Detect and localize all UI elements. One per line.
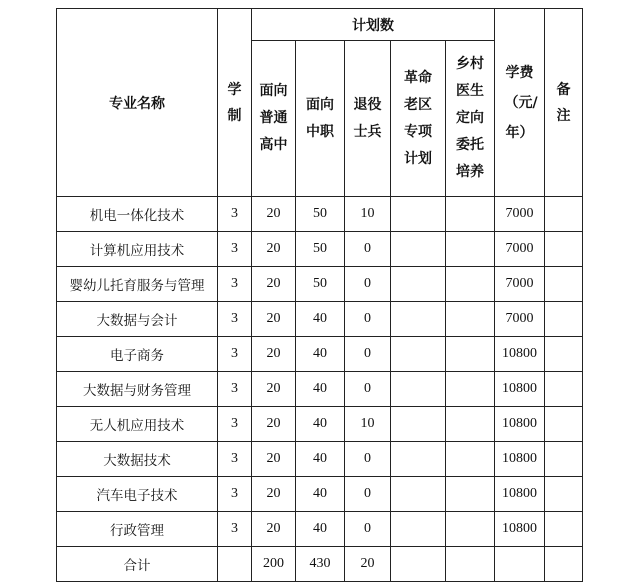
cell-major-name: 大数据与会计 (57, 302, 218, 337)
cell-major-name: 无人机应用技术 (57, 407, 218, 442)
cell-revolutionary (391, 442, 446, 477)
cell-general-high: 20 (252, 337, 296, 372)
cell-revolutionary (391, 197, 446, 232)
table-row (57, 512, 583, 547)
table-row (57, 407, 583, 442)
cell-major-name: 电子商务 (57, 337, 218, 372)
cell-veterans: 0 (345, 512, 391, 547)
cell-revolutionary (391, 477, 446, 512)
cell-general-high: 20 (252, 267, 296, 302)
cell-general-high-total: 200 (252, 547, 296, 582)
table-row (57, 337, 583, 372)
cell-tuition: 10800 (495, 372, 545, 407)
cell-total-label: 合计 (57, 547, 218, 582)
table-row (57, 232, 583, 267)
cell-revolutionary (391, 267, 446, 302)
cell-tuition: 10800 (495, 407, 545, 442)
table-row (57, 442, 583, 477)
cell-major-name: 行政管理 (57, 512, 218, 547)
enrollment-plan-table-container (56, 8, 583, 582)
cell-tuition: 10800 (495, 442, 545, 477)
cell-revolutionary (391, 512, 446, 547)
cell-vocational: 40 (296, 372, 345, 407)
cell-remark (545, 302, 583, 337)
cell-vocational: 50 (296, 267, 345, 302)
cell-general-high: 20 (252, 197, 296, 232)
cell-major-name: 汽车电子技术 (57, 477, 218, 512)
cell-veterans: 0 (345, 337, 391, 372)
cell-general-high: 20 (252, 477, 296, 512)
cell-remark (545, 512, 583, 547)
cell-general-high: 20 (252, 372, 296, 407)
cell-remark (545, 267, 583, 302)
header-row-top (57, 9, 583, 41)
cell-veterans: 0 (345, 477, 391, 512)
cell-veterans: 0 (345, 302, 391, 337)
cell-vocational: 40 (296, 302, 345, 337)
cell-rural-doctor (446, 512, 495, 547)
cell-rural-doctor (446, 442, 495, 477)
cell-vocational: 40 (296, 477, 345, 512)
table-row (57, 477, 583, 512)
cell-revolutionary (391, 407, 446, 442)
cell-rural-doctor (446, 232, 495, 267)
cell-vocational: 40 (296, 512, 345, 547)
cell-revolutionary (391, 337, 446, 372)
cell-rural-doctor (446, 197, 495, 232)
cell-years: 3 (218, 267, 252, 302)
table-body (57, 197, 583, 582)
cell-vocational: 50 (296, 232, 345, 267)
cell-remark (545, 337, 583, 372)
header-general-high-school: 面向普通高中 (252, 41, 296, 197)
header-plan-count: 计划数 (252, 9, 495, 41)
cell-years: 3 (218, 442, 252, 477)
cell-tuition: 10800 (495, 337, 545, 372)
table-row (57, 267, 583, 302)
cell-remark (545, 547, 583, 582)
cell-general-high: 20 (252, 232, 296, 267)
cell-years: 3 (218, 337, 252, 372)
cell-major-name: 大数据技术 (57, 442, 218, 477)
header-tuition: 学费（元/年） (495, 9, 545, 197)
cell-rural-doctor (446, 477, 495, 512)
cell-veterans-total: 20 (345, 547, 391, 582)
cell-rural-doctor (446, 337, 495, 372)
cell-rural-doctor (446, 407, 495, 442)
header-major-name: 专业名称 (57, 9, 218, 197)
cell-vocational: 40 (296, 442, 345, 477)
cell-rural-doctor (446, 267, 495, 302)
cell-tuition: 10800 (495, 477, 545, 512)
cell-vocational: 40 (296, 407, 345, 442)
cell-general-high: 20 (252, 407, 296, 442)
cell-vocational-total: 430 (296, 547, 345, 582)
header-vocational-school: 面向中职 (296, 41, 345, 197)
cell-years: 3 (218, 232, 252, 267)
cell-years: 3 (218, 407, 252, 442)
cell-revolutionary (391, 372, 446, 407)
cell-revolutionary (391, 302, 446, 337)
cell-tuition: 7000 (495, 267, 545, 302)
header-years: 学制 (218, 9, 252, 197)
cell-veterans: 10 (345, 197, 391, 232)
cell-tuition: 7000 (495, 302, 545, 337)
enrollment-plan-table (56, 8, 583, 582)
cell-tuition: 7000 (495, 232, 545, 267)
table-row (57, 197, 583, 232)
cell-rural-doctor (446, 372, 495, 407)
cell-years: 3 (218, 372, 252, 407)
cell-tuition: 7000 (495, 197, 545, 232)
cell-veterans: 0 (345, 267, 391, 302)
cell-rural-doctor (446, 302, 495, 337)
cell-years (218, 547, 252, 582)
cell-major-name: 大数据与财务管理 (57, 372, 218, 407)
cell-tuition (495, 547, 545, 582)
header-rural-doctor-training: 乡村医生定向委托培养 (446, 41, 495, 197)
cell-major-name: 婴幼儿托育服务与管理 (57, 267, 218, 302)
cell-veterans: 0 (345, 372, 391, 407)
cell-tuition: 10800 (495, 512, 545, 547)
cell-remark (545, 372, 583, 407)
cell-general-high: 20 (252, 302, 296, 337)
cell-remark (545, 407, 583, 442)
cell-revolutionary (391, 547, 446, 582)
cell-major-name: 机电一体化技术 (57, 197, 218, 232)
cell-general-high: 20 (252, 442, 296, 477)
cell-years: 3 (218, 477, 252, 512)
cell-remark (545, 197, 583, 232)
cell-years: 3 (218, 197, 252, 232)
total-row (57, 547, 583, 582)
cell-revolutionary (391, 232, 446, 267)
cell-remark (545, 232, 583, 267)
cell-major-name: 计算机应用技术 (57, 232, 218, 267)
cell-veterans: 0 (345, 232, 391, 267)
cell-years: 3 (218, 512, 252, 547)
cell-vocational: 40 (296, 337, 345, 372)
cell-rural-doctor (446, 547, 495, 582)
header-veterans: 退役士兵 (345, 41, 391, 197)
cell-years: 3 (218, 302, 252, 337)
table-row (57, 372, 583, 407)
cell-veterans: 0 (345, 442, 391, 477)
header-revolutionary-area-plan: 革命老区专项计划 (391, 41, 446, 197)
cell-vocational: 50 (296, 197, 345, 232)
table-row (57, 302, 583, 337)
cell-general-high: 20 (252, 512, 296, 547)
cell-remark (545, 477, 583, 512)
cell-remark (545, 442, 583, 477)
cell-veterans: 10 (345, 407, 391, 442)
header-remarks: 备注 (545, 9, 583, 197)
